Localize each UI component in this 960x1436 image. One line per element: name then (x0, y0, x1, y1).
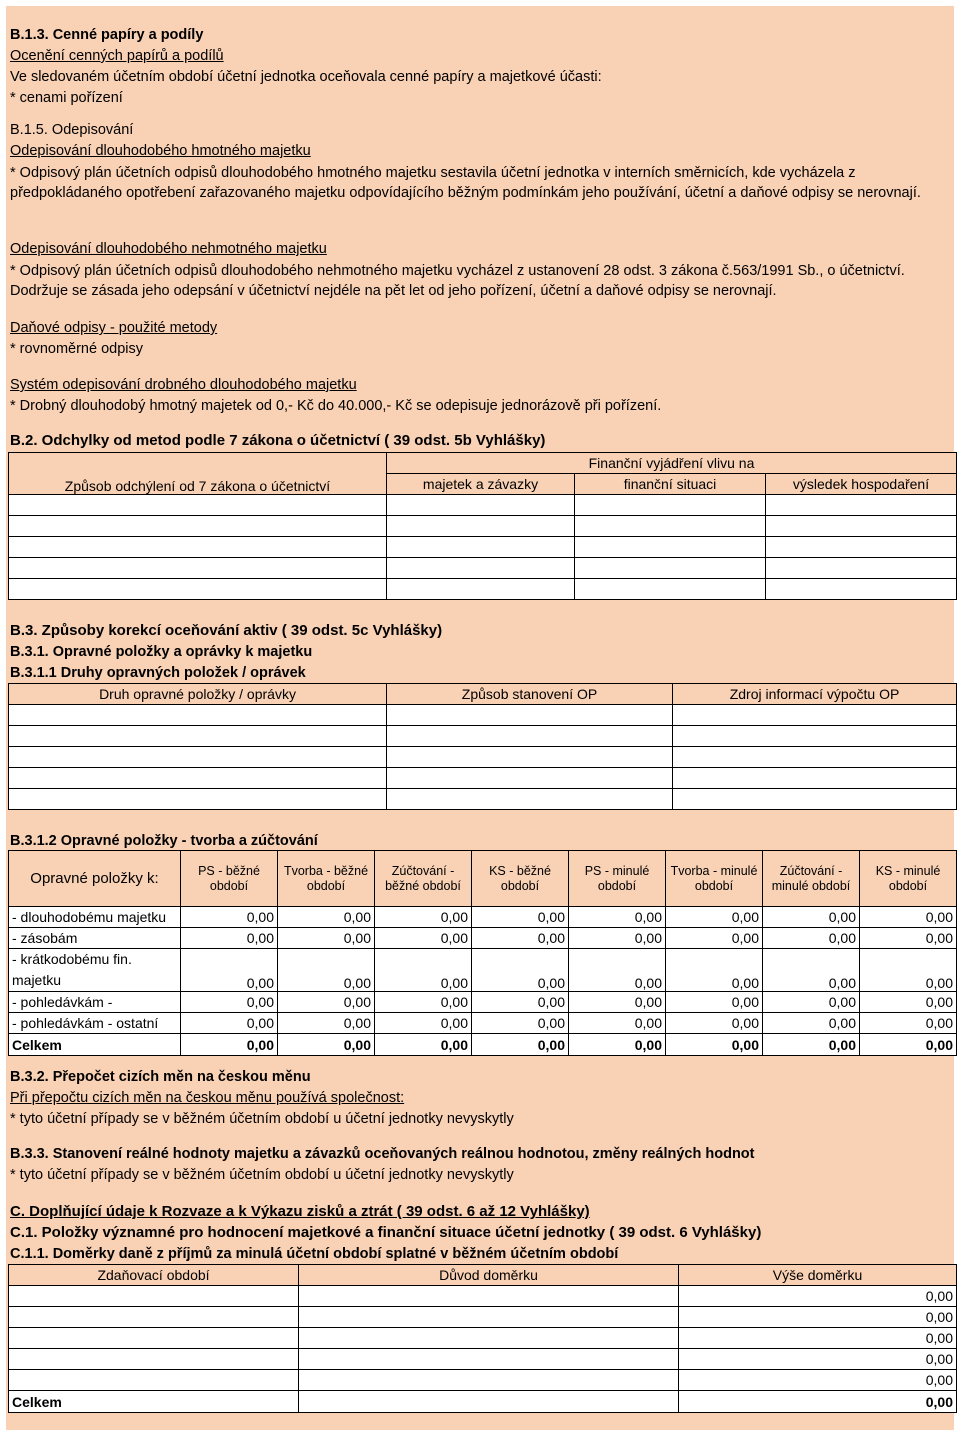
amount-cell: 0,00 (679, 1307, 957, 1328)
table-cell[interactable] (575, 558, 766, 579)
op-col-header: Tvorba - minulé období (666, 851, 763, 907)
value-cell: 0,00 (569, 907, 666, 928)
table-cell[interactable] (387, 537, 575, 558)
total-cell: 0,00 (666, 1034, 763, 1056)
table-cell[interactable] (387, 558, 575, 579)
section-b15-text-intangible: * Odpisový plán účetních odpisů dlouhodobého nehmotného majetku vycházel z ustanovení 28 odst. 3 zákona č.563/1991 Sb., o účetnictví. Dodržuje se zásada jeho odepsání v účetnictví nejdéle na pět let od jeho pořízení, účetní a daňové odpisy se nerovnají. (10, 263, 905, 299)
table-cell[interactable] (673, 705, 957, 726)
section-b15-text-tax: * rovnoměrné odpisy (10, 341, 143, 357)
table-cell[interactable] (9, 747, 387, 768)
table-cell[interactable] (766, 495, 957, 516)
table-cell[interactable] (9, 579, 387, 600)
table-cell[interactable] (387, 789, 673, 810)
table-cell[interactable] (9, 516, 387, 537)
value-cell: 0,00 (472, 949, 569, 992)
table-row (9, 789, 957, 810)
value-cell: 0,00 (763, 928, 860, 949)
total-row (9, 1034, 957, 1056)
col-period-header: Zdaňovací období (9, 1265, 299, 1286)
table-row (9, 558, 957, 579)
table-row (9, 1286, 957, 1307)
table-cell (299, 1391, 679, 1413)
table-cell[interactable] (387, 495, 575, 516)
table-cell[interactable] (575, 516, 766, 537)
value-cell: 0,00 (278, 992, 375, 1013)
amount-cell: 0,00 (679, 1328, 957, 1349)
value-cell: 0,00 (278, 1013, 375, 1034)
value-cell: 0,00 (375, 949, 472, 992)
value-cell: 0,00 (569, 1013, 666, 1034)
total-cell: 0,00 (472, 1034, 569, 1056)
value-cell: 0,00 (472, 928, 569, 949)
document-page (6, 6, 954, 1430)
allowance-types-table (8, 683, 957, 810)
table-cell[interactable] (9, 705, 387, 726)
total-label: Celkem (9, 1391, 299, 1413)
table-row (9, 928, 957, 949)
total-amount: 0,00 (679, 1391, 957, 1413)
total-cell: 0,00 (860, 1034, 957, 1056)
section-b32-text: * tyto účetní případy se v běžném účetním období u účetní jednotky nevyskytly (10, 1111, 514, 1127)
op-col-header: PS - minulé období (569, 851, 666, 907)
value-cell: 0,00 (181, 928, 278, 949)
table-row (9, 1307, 957, 1328)
table-cell[interactable] (299, 1370, 679, 1391)
value-cell: 0,00 (181, 1013, 278, 1034)
table-row (9, 537, 957, 558)
col-method-header: Způsob odchýlení od 7 zákona o účetnictví (9, 453, 387, 495)
table-cell[interactable] (387, 705, 673, 726)
value-cell: 0,00 (666, 907, 763, 928)
table-row (9, 516, 957, 537)
table-row (9, 1370, 957, 1391)
table-cell[interactable] (9, 1307, 299, 1328)
table-cell[interactable] (299, 1349, 679, 1370)
table-row (9, 705, 957, 726)
section-b33-title: B.3.3. Stanovení reálné hodnoty majetku a závazků oceňovaných reálnou hodnotou, změny reálných hodnot (10, 1146, 755, 1162)
value-cell: 0,00 (666, 949, 763, 992)
deviations-table (8, 452, 957, 600)
table-cell[interactable] (9, 495, 387, 516)
col-source-header: Zdroj informací výpočtu OP (673, 684, 957, 705)
table-cell[interactable] (299, 1307, 679, 1328)
section-b15-sub-intangible: Odepisování dlouhodobého nehmotného majetku (10, 241, 327, 257)
table-cell[interactable] (766, 537, 957, 558)
value-cell: 0,00 (375, 992, 472, 1013)
col-result-header: výsledek hospodaření (766, 474, 957, 495)
table-cell[interactable] (299, 1328, 679, 1349)
section-b13-title: B.1.3. Cenné papíry a podíly (10, 27, 204, 43)
value-cell: 0,00 (860, 907, 957, 928)
section-c-title: C. Doplňující údaje k Rozvaze a k Výkazu zisků a ztrát ( 39 odst. 6 až 12 Vyhlášky) (10, 1203, 590, 1220)
col-amount-header: Výše doměrku (679, 1265, 957, 1286)
table-cell[interactable] (299, 1286, 679, 1307)
table-cell[interactable] (673, 768, 957, 789)
value-cell: 0,00 (763, 949, 860, 992)
table-cell[interactable] (575, 495, 766, 516)
value-cell: 0,00 (666, 1013, 763, 1034)
table-cell[interactable] (387, 768, 673, 789)
table-row (9, 579, 957, 600)
table-cell[interactable] (9, 1370, 299, 1391)
table-cell[interactable] (575, 579, 766, 600)
value-cell: 0,00 (666, 992, 763, 1013)
row-label: - zásobám (9, 928, 181, 949)
value-cell: 0,00 (472, 907, 569, 928)
amount-cell: 0,00 (679, 1370, 957, 1391)
value-cell: 0,00 (860, 928, 957, 949)
total-cell: 0,00 (569, 1034, 666, 1056)
op-col-header: KS - minulé období (860, 851, 957, 907)
col-type-header: Druh opravné položky / oprávky (9, 684, 387, 705)
total-cell: 0,00 (181, 1034, 278, 1056)
table-cell[interactable] (387, 579, 575, 600)
table-cell[interactable] (673, 789, 957, 810)
section-b3-title: B.3. Způsoby korekcí oceňování aktiv ( 39 odst. 5c Vyhlášky) (10, 622, 443, 639)
value-cell: 0,00 (569, 992, 666, 1013)
table-row (9, 726, 957, 747)
section-b311-title: B.3.1.1 Druhy opravných položek / oprávek (10, 665, 306, 681)
section-b13-method: * cenami pořízení (10, 90, 123, 106)
section-b33-text: * tyto účetní případy se v běžném účetním období u účetní jednotky nevyskytly (10, 1167, 514, 1183)
table-row (9, 949, 957, 992)
row-label: - pohledávkám - ostatní (9, 1013, 181, 1034)
row-label (9, 949, 181, 992)
value-cell: 0,00 (278, 907, 375, 928)
row-label: - pohledávkám - (9, 992, 181, 1013)
table-cell[interactable] (766, 579, 957, 600)
table-row (9, 992, 957, 1013)
total-cell: 0,00 (375, 1034, 472, 1056)
op-col-header: Zúčtování - běžné období (375, 851, 472, 907)
table-cell[interactable] (387, 516, 575, 537)
table-row (9, 1349, 957, 1370)
total-cell: 0,00 (763, 1034, 860, 1056)
col-group-header: Finanční vyjádření vlivu na (387, 453, 957, 474)
section-c1-title: C.1. Položky významné pro hodnocení majetkové a finanční situace účetní jednotky ( 39 odst. 6 Vyhlášky) (10, 1224, 762, 1241)
op-col-header: PS - běžné období (181, 851, 278, 907)
table-cell[interactable] (9, 1286, 299, 1307)
table-cell[interactable] (387, 747, 673, 768)
table-row (9, 1328, 957, 1349)
table-cell[interactable] (673, 726, 957, 747)
table-cell[interactable] (9, 558, 387, 579)
value-cell: 0,00 (181, 949, 278, 992)
col-assets-header: majetek a závazky (387, 474, 575, 495)
value-cell: 0,00 (763, 1013, 860, 1034)
value-cell: 0,00 (375, 1013, 472, 1034)
table-cell[interactable] (9, 1328, 299, 1349)
op-col-header: Tvorba - běžné období (278, 851, 375, 907)
value-cell: 0,00 (569, 928, 666, 949)
value-cell: 0,00 (472, 992, 569, 1013)
table-row (9, 1013, 957, 1034)
value-cell: 0,00 (763, 992, 860, 1013)
value-cell: 0,00 (860, 1013, 957, 1034)
table-cell[interactable] (766, 558, 957, 579)
section-b15-text-tangible: * Odpisový plán účetních odpisů dlouhodobého hmotného majetku sestavila účetní jednotka v interních směrnicích, kde vycházela z předpokládaného opotřebení zařazovaného majetku odpovídajícího běžným podmínkám jeho používání, účetní a daňové odpisy se nerovnají. (10, 165, 921, 201)
value-cell: 0,00 (278, 928, 375, 949)
amount-cell: 0,00 (679, 1349, 957, 1370)
row-label-line1: - krátkodobému fin. (12, 951, 132, 967)
value-cell: 0,00 (569, 949, 666, 992)
total-cell: 0,00 (278, 1034, 375, 1056)
total-row (9, 1391, 957, 1413)
section-b15-sub-small: Systém odepisování drobného dlouhodobého majetku (10, 377, 357, 393)
value-cell: 0,00 (278, 949, 375, 992)
tax-assessment-table (8, 1264, 957, 1413)
section-b13-text: Ve sledovaném účetním období účetní jednotka oceňovala cenné papíry a majetkové účasti: (10, 69, 602, 85)
amount-cell: 0,00 (679, 1286, 957, 1307)
table-cell[interactable] (9, 789, 387, 810)
op-header-label: Opravné položky k: (9, 851, 181, 907)
table-row (9, 747, 957, 768)
table-cell[interactable] (9, 726, 387, 747)
value-cell: 0,00 (375, 907, 472, 928)
row-label: - dlouhodobému majetku (9, 907, 181, 928)
section-b2-title: B.2. Odchylky od metod podle 7 zákona o účetnictví ( 39 odst. 5b Vyhlášky) (10, 432, 546, 449)
col-financial-header: finanční situaci (575, 474, 766, 495)
table-cell[interactable] (575, 537, 766, 558)
value-cell: 0,00 (375, 928, 472, 949)
section-b13-subtitle: Ocenění cenných papírů a podílů (10, 48, 224, 64)
table-row (9, 768, 957, 789)
value-cell: 0,00 (181, 907, 278, 928)
section-b32-subtitle: Při přepočtu cizích měn na českou měnu používá společnost: (10, 1090, 405, 1106)
value-cell: 0,00 (181, 992, 278, 1013)
section-b15-sub-tax: Daňové odpisy - použité metody (10, 320, 218, 336)
value-cell: 0,00 (472, 1013, 569, 1034)
table-cell[interactable] (9, 537, 387, 558)
table-cell[interactable] (9, 1349, 299, 1370)
section-b312-title: B.3.1.2 Opravné položky - tvorba a zúčtování (10, 833, 318, 849)
col-reason-header: Důvod doměrku (299, 1265, 679, 1286)
table-cell[interactable] (387, 726, 673, 747)
value-cell: 0,00 (666, 928, 763, 949)
row-label: Celkem (9, 1034, 181, 1056)
table-cell[interactable] (673, 747, 957, 768)
op-col-header: KS - běžné období (472, 851, 569, 907)
section-b15-sub-tangible: Odepisování dlouhodobého hmotného majetku (10, 143, 311, 159)
value-cell: 0,00 (860, 992, 957, 1013)
section-b15-text-small: * Drobný dlouhodobý hmotný majetek od 0,- Kč do 40.000,- Kč se odepisuje jednorázově při pořízení. (10, 398, 662, 414)
value-cell: 0,00 (763, 907, 860, 928)
section-b32-title: B.3.2. Přepočet cizích měn na českou měnu (10, 1069, 311, 1085)
table-row (9, 907, 957, 928)
op-col-header: Zúčtování - minulé období (763, 851, 860, 907)
table-cell[interactable] (9, 768, 387, 789)
section-b15-title: B.1.5. Odepisování (10, 122, 134, 138)
value-cell: 0,00 (860, 949, 957, 992)
row-label-line2: majetku (12, 972, 62, 988)
col-determination-header: Způsob stanovení OP (387, 684, 673, 705)
table-row (9, 495, 957, 516)
allowances-table (8, 850, 957, 1056)
table-cell[interactable] (766, 516, 957, 537)
section-c11-title: C.1.1. Doměrky daně z příjmů za minulá účetní období splatné v běžném účetním období (10, 1246, 619, 1262)
section-b31-title: B.3.1. Opravné položky a oprávky k majetku (10, 644, 313, 660)
